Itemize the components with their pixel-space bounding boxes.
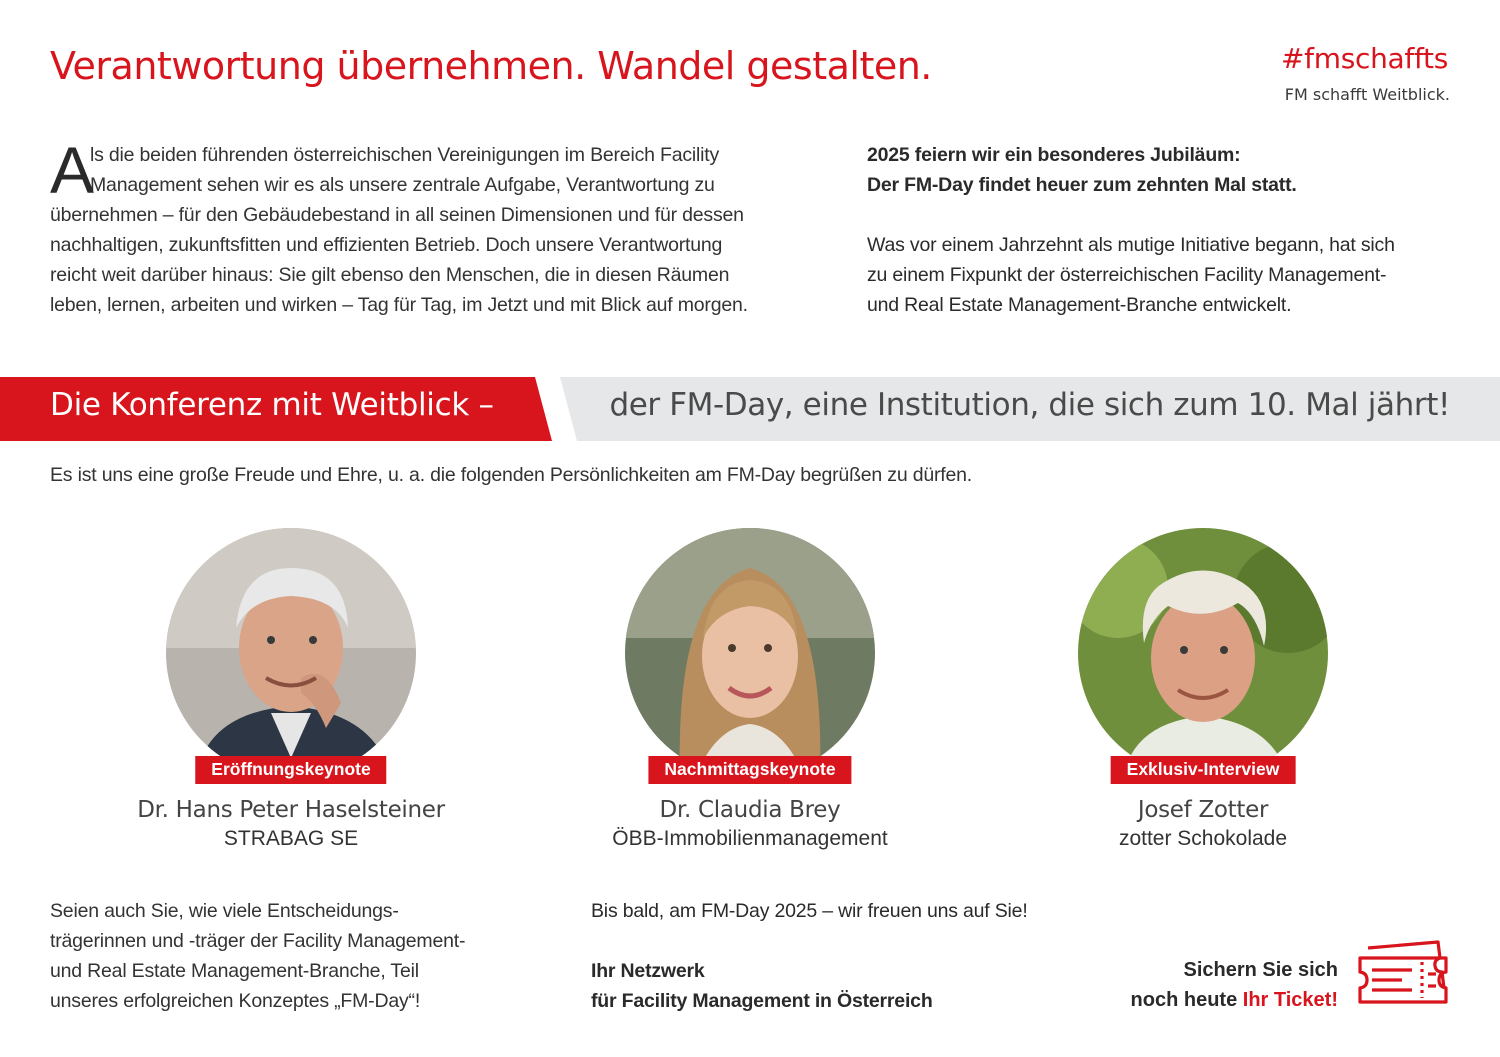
jubilee-line: und Real Estate Management-Branche entwickelt. (867, 294, 1292, 316)
dropcap: A (50, 133, 94, 207)
closing-line: unseres erfolgreichen Konzeptes „FM-Day“! (50, 990, 421, 1012)
closing-line: und Real Estate Management-Branche, Teil (50, 960, 419, 982)
speaker-organization: STRABAG SE (223, 827, 359, 850)
intro-line: ls die beiden führenden österreichischen Vereinigungen im Bereich Facility (90, 144, 720, 166)
speaker-role-badge: Eröffnungskeynote (195, 756, 386, 784)
banner-right-text: der FM-Day, eine Institution, die sich zum 10. Mal jährt! (609, 387, 1450, 423)
speaker-role-badge: Exklusiv-Interview (1111, 756, 1296, 784)
welcome-text: Es ist uns eine große Freude und Ehre, u. a. die folgenden Persönlichkeiten am FM-Day begrüßen zu dürfen. (50, 464, 973, 486)
speaker-card (1013, 528, 1393, 851)
banner-left-text: Die Konferenz mit Weitblick – (50, 387, 494, 423)
farewell-line: Bis bald, am FM-Day 2025 – wir freuen uns auf Sie! (591, 900, 1028, 922)
speaker-name: Dr. Hans Peter Haselsteiner (137, 797, 445, 823)
tagline: FM schafft Weitblick. (1284, 85, 1450, 104)
intro-line: übernehmen – für den Gebäudebestand in all seinen Dimensionen und für dessen (50, 204, 744, 226)
hashtag: #fmschaffts (1281, 42, 1448, 75)
page-title: Verantwortung übernehmen. Wandel gestalten. (50, 44, 932, 88)
speaker-organization: zotter Schokolade (1118, 827, 1288, 850)
ticket-cta-line: Sichern Sie sich (1183, 959, 1338, 981)
ticket-link[interactable]: Ihr Ticket! (1242, 989, 1338, 1011)
speaker-card (560, 528, 940, 851)
ticket-call-to-action[interactable] (1131, 955, 1338, 1015)
ticket-icon[interactable] (1356, 940, 1452, 1010)
speaker-name: Dr. Claudia Brey (659, 797, 841, 823)
jubilee-line: zu einem Fixpunkt der österreichischen Facility Management- (867, 264, 1387, 286)
signature-block (591, 896, 1028, 1016)
ticket-cta-line (1131, 985, 1338, 1015)
closing-line: Seien auch Sie, wie viele Entscheidungs- (50, 900, 399, 922)
intro-paragraph (50, 133, 840, 320)
signature-line: für Facility Management in Österreich (591, 990, 933, 1012)
intro-line: reicht weit darüber hinaus: Sie gilt ebenso den Menschen, die in diesen Räumen (50, 264, 730, 286)
speaker-organization: ÖBB-Immobilienmanagement (612, 827, 888, 850)
speaker-card (101, 528, 481, 851)
signature-line: Ihr Netzwerk (591, 960, 705, 982)
speaker-photo (625, 528, 875, 778)
intro-line: nachhaltigen, zukunftsfitten und effizienten Betrieb. Doch unsere Verantwortung (50, 234, 723, 256)
speaker-name: Josef Zotter (1137, 797, 1269, 823)
jubilee-paragraph (867, 140, 1467, 320)
speaker-role-badge: Nachmittagskeynote (648, 756, 851, 784)
speaker-photo (166, 528, 416, 778)
closing-line: trägerinnen und -träger der Facility Management- (50, 930, 466, 952)
speaker-photo (1078, 528, 1328, 778)
intro-line: leben, lernen, arbeiten und wirken – Tag für Tag, im Jetzt und mit Blick auf morgen. (50, 294, 748, 316)
jubilee-line: Was vor einem Jahrzehnt als mutige Initiative begann, hat sich (867, 234, 1395, 256)
intro-line: Management sehen wir es als unsere zentrale Aufgabe, Verantwortung zu (90, 174, 715, 196)
jubilee-bold-line: 2025 feiern wir ein besonderes Jubiläum: (867, 144, 1241, 166)
closing-paragraph (50, 896, 465, 1016)
jubilee-bold-line: Der FM-Day findet heuer zum zehnten Mal statt. (867, 174, 1297, 196)
ticket-cta-prefix: noch heute (1130, 989, 1243, 1011)
